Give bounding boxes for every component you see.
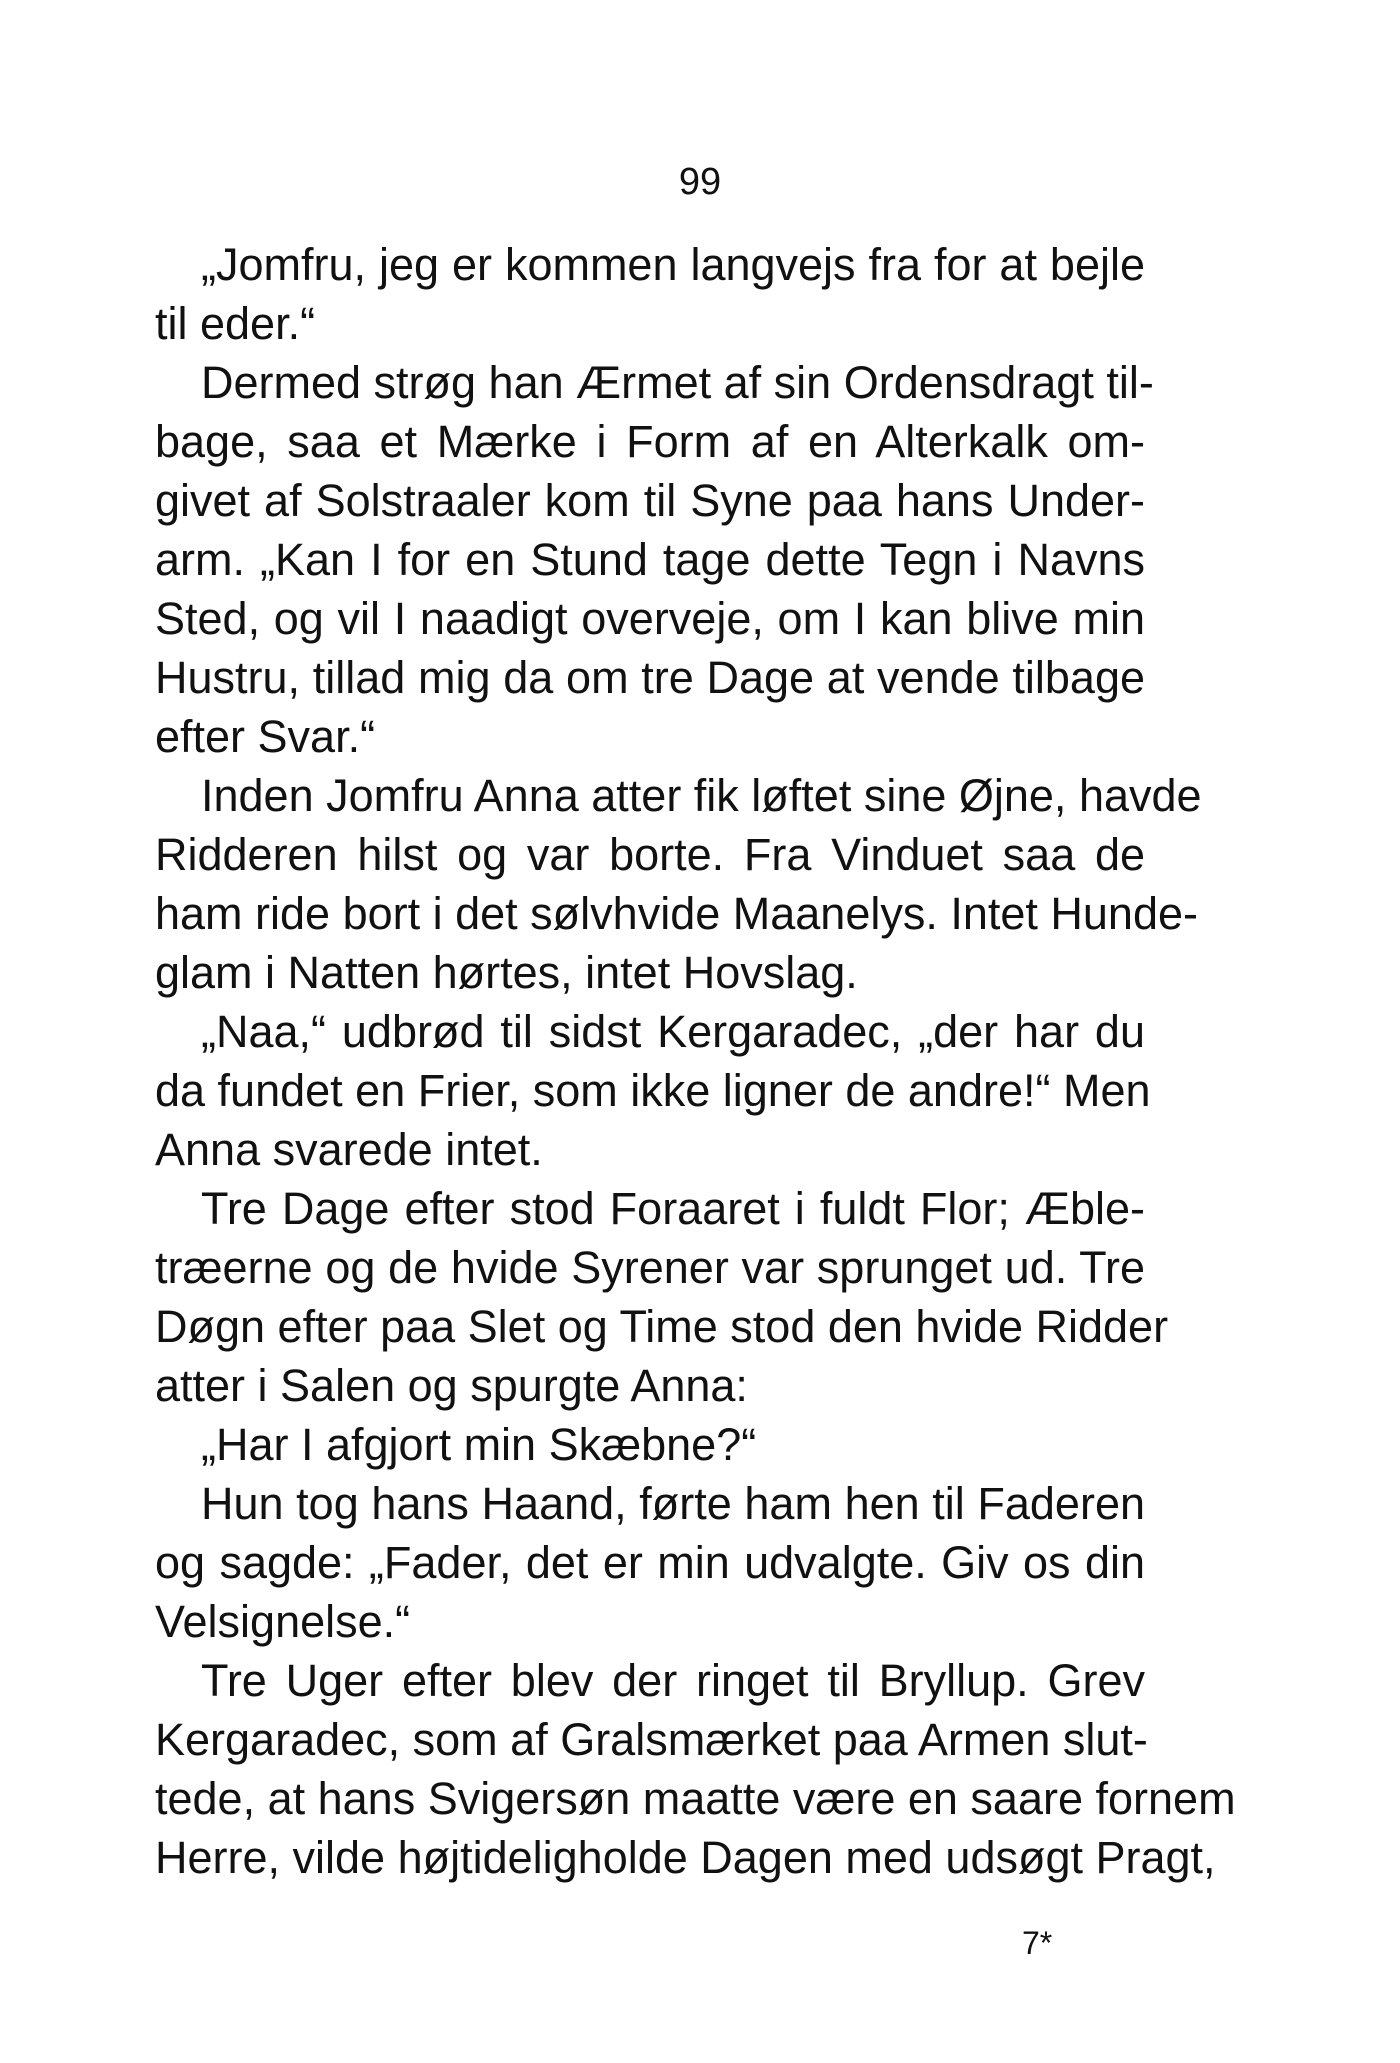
text-line: Tre Uger efter blev der ringet til Bryllup. Grev — [201, 1655, 1145, 1706]
text-line: Dermed strøg han Ærmet af sin Ordensdragt til- — [201, 357, 1154, 408]
text-line: arm. „Kan I for en Stund tage dette Tegn i Navns — [155, 534, 1145, 585]
text-line: Sted, og vil I naadigt overveje, om I kan blive min — [155, 593, 1145, 644]
text-line: Tre Dage efter stod Foraaret i fuldt Flor; Æble- — [201, 1183, 1145, 1234]
body-text — [155, 235, 1236, 1887]
text-line: ham ride bort i det sølvhvide Maanelys. Intet Hunde- — [155, 888, 1198, 939]
text-line: Ridderen hilst og var borte. Fra Vinduet saa de — [155, 829, 1145, 880]
text-line: „Naa,“ udbrød til sidst Kergaradec, „der har du — [201, 1006, 1145, 1057]
text-line: og sagde: „Fader, det er min udvalgte. Giv os din — [155, 1537, 1145, 1588]
text-line: Velsignelse.“ — [155, 1596, 411, 1647]
text-line: glam i Natten hørtes, intet Hovslag. — [155, 947, 858, 998]
text-line: atter i Salen og spurgte Anna: — [155, 1360, 748, 1411]
text-line: Kergaradec, som af Gralsmærket paa Armen slut- — [155, 1714, 1148, 1765]
page-number: 99 — [678, 161, 722, 203]
text-line: tede, at hans Svigersøn maatte være en saare fornem — [155, 1773, 1236, 1824]
text-line: Anna svarede intet. — [155, 1124, 543, 1175]
text-line: Inden Jomfru Anna atter fik løftet sine Øjne, havde — [201, 770, 1202, 821]
text-line: Døgn efter paa Slet og Time stod den hvide Ridder — [155, 1301, 1169, 1352]
text-line: Herre, vilde højtideligholde Dagen med udsøgt Pragt, — [155, 1832, 1216, 1883]
text-line: til eder.“ — [155, 298, 316, 349]
text-line: „Har I afgjort min Skæbne?“ — [201, 1419, 757, 1470]
text-line: træerne og de hvide Syrener var sprunget ud. Tre — [155, 1242, 1145, 1293]
text-line: bage, saa et Mærke i Form af en Alterkalk om- — [155, 416, 1145, 467]
text-line: „Jomfru, jeg er kommen langvejs fra for at bejle — [201, 239, 1145, 290]
text-line: efter Svar.“ — [155, 711, 376, 762]
text-line: Hun tog hans Haand, førte ham hen til Faderen — [201, 1478, 1145, 1529]
printer-signature-mark: 7* — [1022, 1925, 1053, 1961]
text-line: givet af Solstraaler kom til Syne paa hans Under- — [155, 475, 1145, 526]
text-line: Hustru, tillad mig da om tre Dage at vende tilbage — [155, 652, 1145, 703]
text-line: da fundet en Frier, som ikke ligner de andre!“ Men — [155, 1065, 1151, 1116]
